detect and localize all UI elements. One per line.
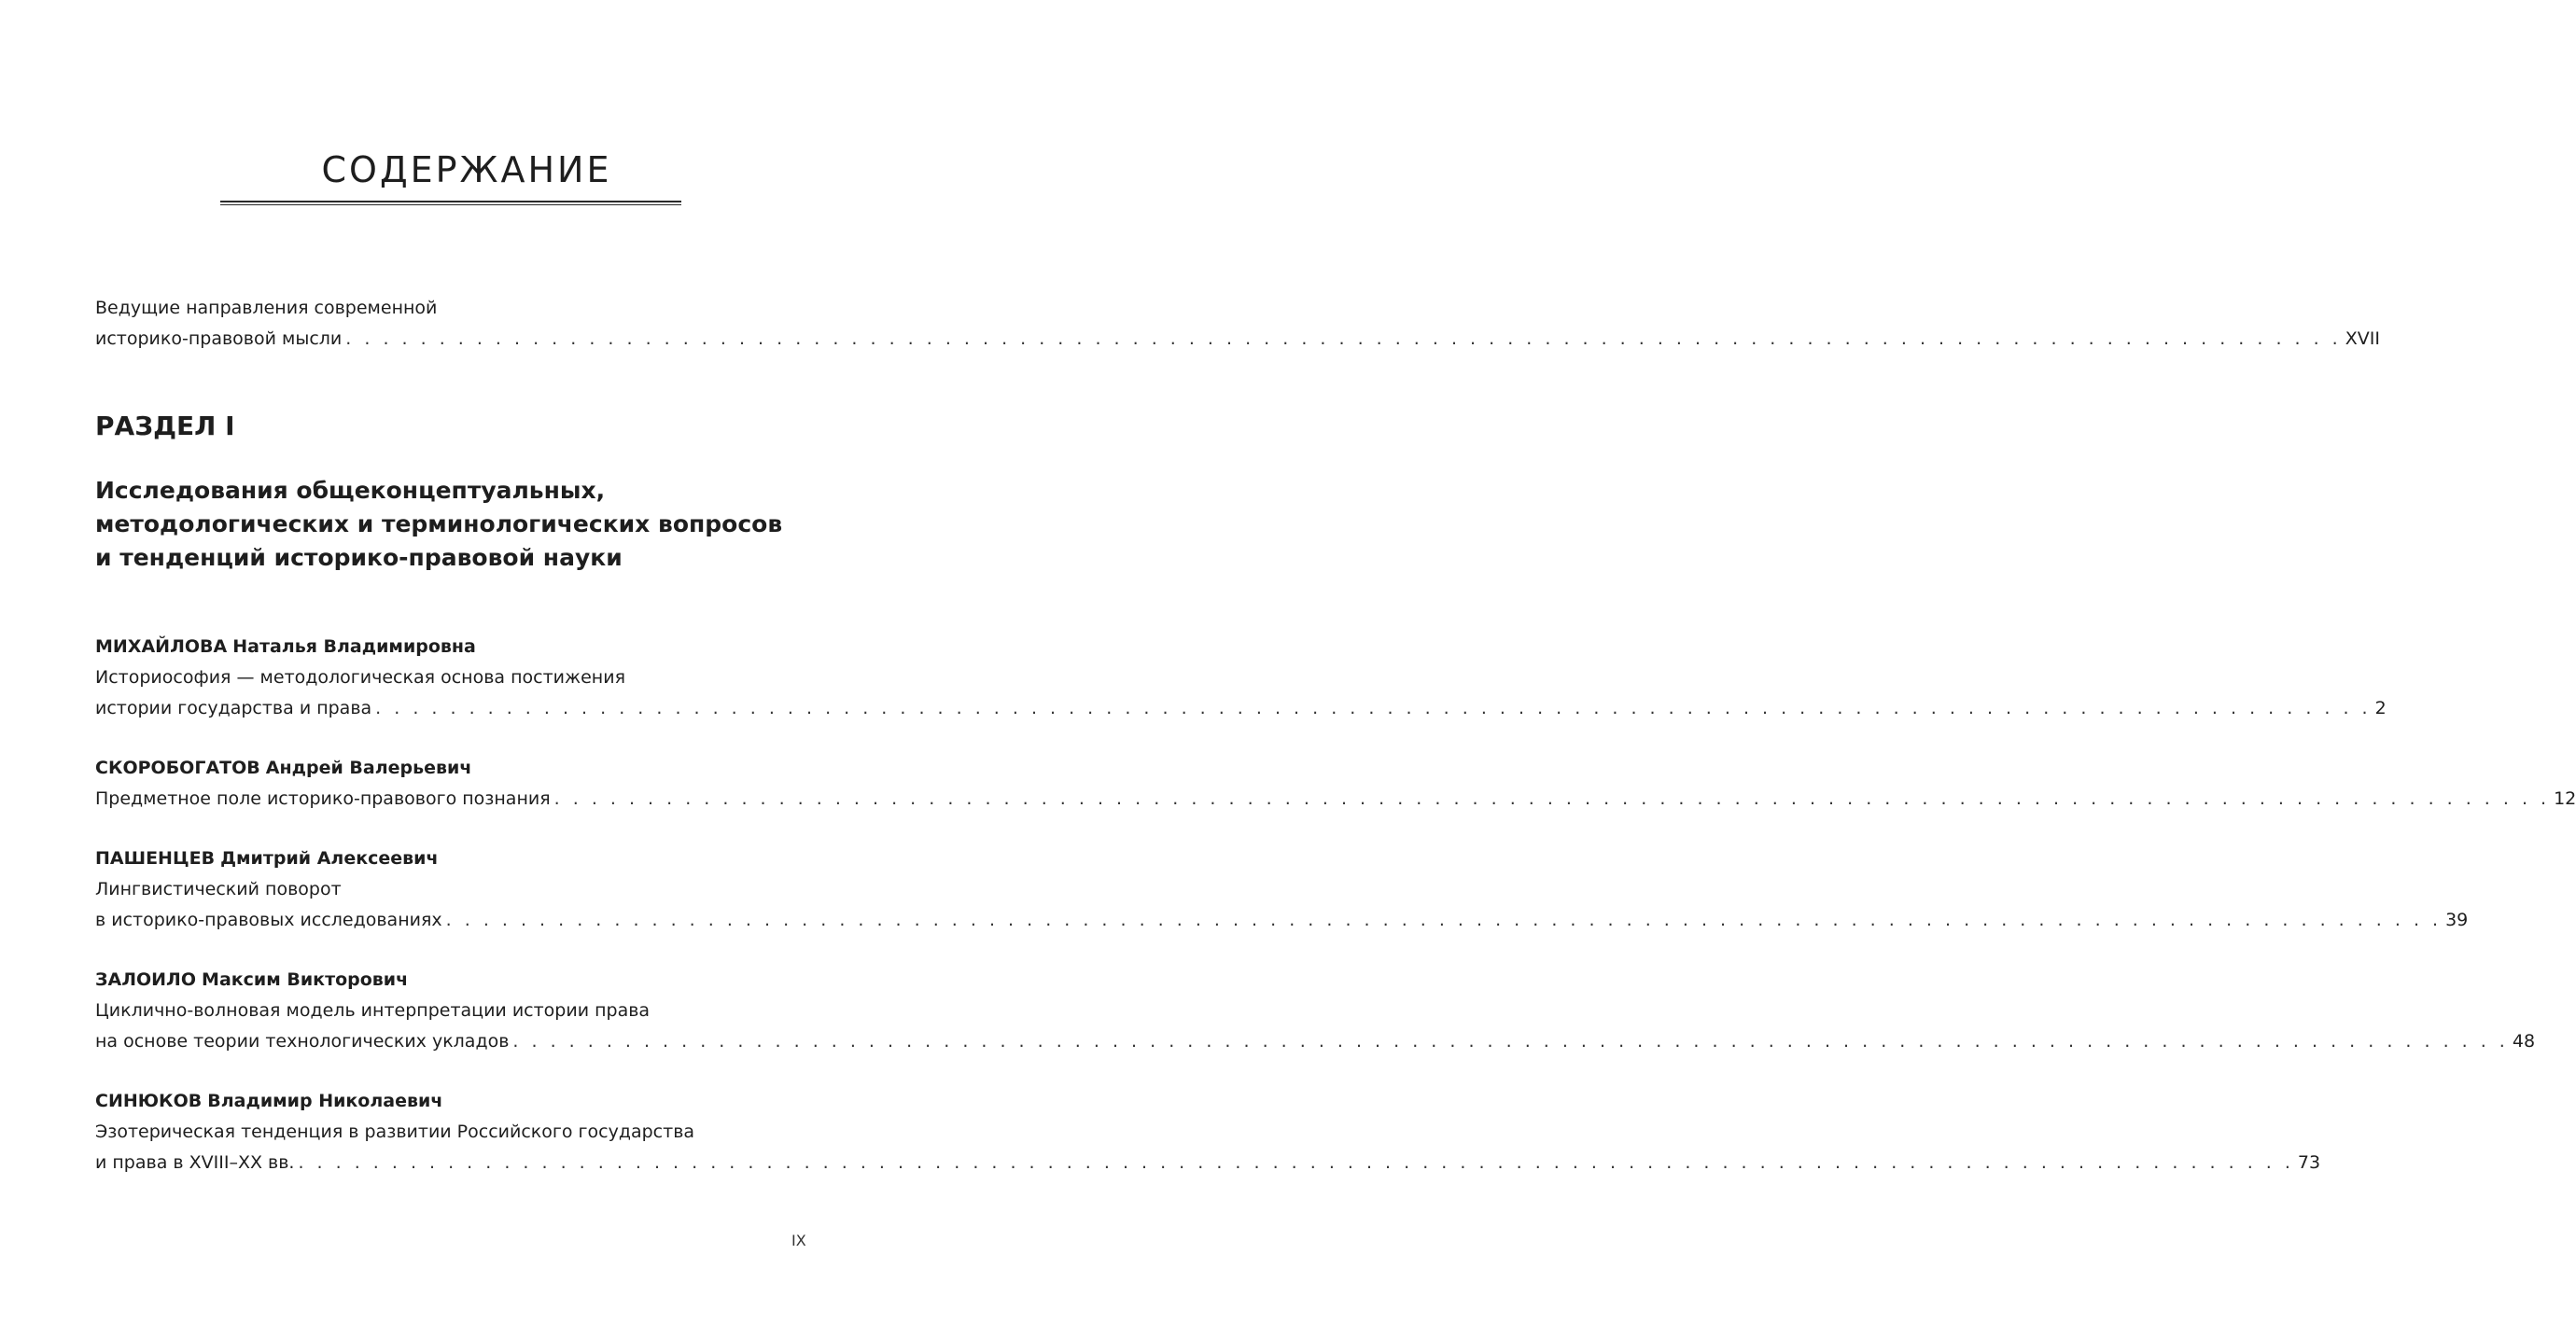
toc-entry-title-last-line: и права в XVIII–XX вв.: [95, 1152, 295, 1173]
toc-entry-leader-line: [95, 784, 2576, 815]
toc-entry[interactable]: [95, 1085, 2321, 1178]
author-given-name: Наталья Владимировна: [232, 636, 476, 657]
toc-page-number: 39: [2445, 910, 2469, 930]
toc-entry-title-last-line: историко-правовой мысли: [95, 328, 343, 349]
toc-entry[interactable]: [95, 631, 2387, 724]
toc-entry-title-last-line: на основе теории технологических укладов: [95, 1031, 510, 1052]
author-surname: ЗАЛОИЛО: [95, 969, 196, 990]
toc-entry-title-line: Лингвистический поворот: [95, 879, 342, 899]
toc-entry-title-line: Историософия — методологическая основа постижения: [95, 667, 625, 688]
author-surname: СКОРОБОГАТОВ: [95, 758, 260, 778]
toc-entries: [95, 631, 2576, 1206]
toc-page-number: 73: [2297, 1152, 2321, 1173]
dot-leader: . . . . . . . . . . . . . . . . . . . . . . . . . . . . . . . . . . . . . . . . . . . . . . . . . . . . . . . . . . . . . . . . . . . . . . . . . . . . . . . . . . . . . . . . . . . . . . . . . . . . . . . . . . .: [375, 698, 2372, 718]
toc-entry[interactable]: [95, 843, 2469, 936]
author-given-name: Владимир Николаевич: [207, 1091, 443, 1111]
toc-entry-intro[interactable]: [95, 293, 2380, 355]
toc-entry-leader-line: [95, 1026, 2536, 1057]
toc-entry-title-line: Ведущие направления современной: [95, 298, 438, 318]
toc-entry-title-last-line: истории государства и права: [95, 698, 372, 718]
section-label: РАЗДЕЛ I: [95, 411, 235, 441]
author-surname: СИНЮКОВ: [95, 1091, 203, 1111]
toc-entry-title-last-line: в историко-правовых исследованиях: [95, 910, 442, 930]
toc-author: [95, 843, 806, 874]
section-title-line: методологических и терминологических вопросов: [95, 510, 783, 537]
toc-page-number: 2: [2374, 698, 2387, 718]
toc-entry[interactable]: [95, 964, 2536, 1057]
folio-page-number: IX: [791, 1232, 806, 1249]
author-surname: МИХАЙЛОВА: [95, 636, 228, 657]
toc-page-number: XVII: [2345, 328, 2380, 349]
toc-entry-leader-line: [95, 693, 2387, 724]
toc-page-number: 12: [2554, 788, 2576, 809]
toc-entry[interactable]: [95, 752, 2576, 815]
toc-author: [95, 964, 806, 996]
author-given-name: Андрей Валерьевич: [265, 758, 472, 778]
title-underline: [220, 201, 681, 205]
section-title-line: и тенденций историко-правовой науки: [95, 544, 623, 571]
toc-entry-title-line: Циклично-волновая модель интерпретации истории права: [95, 1000, 651, 1021]
section-title-line: Исследования общеконцептуальных,: [95, 477, 606, 504]
author-surname: ПАШЕНЦЕВ: [95, 848, 216, 869]
toc-page-number: 48: [2512, 1031, 2536, 1052]
toc-author: [95, 752, 806, 784]
toc-author: [95, 1085, 806, 1117]
author-given-name: Максим Викторович: [202, 969, 409, 990]
toc-entry-title-last-line: Предметное поле историко-правового познания: [95, 788, 551, 809]
page-title: СОДЕРЖАНИЕ: [321, 149, 612, 190]
toc-entry-leader-line: [95, 905, 2469, 936]
dot-leader: . . . . . . . . . . . . . . . . . . . . . . . . . . . . . . . . . . . . . . . . . . . . . . . . . . . . . . . . . . . . . . . . . . . . . . . . . . . . . . . . . . . . . . . . . . . . . . . . . . . . . . . . . . .: [298, 1152, 2294, 1173]
dot-leader: . . . . . . . . . . . . . . . . . . . . . . . . . . . . . . . . . . . . . . . . . . . . . . . . . . . . . . . . . . . . . . . . . . . . . . . . . . . . . . . . . . . . . . . . . . . . . . . . . . . . . . . . . . .: [445, 910, 2443, 930]
dot-leader: . . . . . . . . . . . . . . . . . . . . . . . . . . . . . . . . . . . . . . . . . . . . . . . . . . . . . . . . . . . . . . . . . . . . . . . . . . . . . . . . . . . . . . . . . . . . . . . . . . . . . . . . . . .: [345, 328, 2342, 349]
section-title: [95, 474, 823, 575]
toc-entry-leader-line: [95, 1148, 2321, 1178]
dot-leader: . . . . . . . . . . . . . . . . . . . . . . . . . . . . . . . . . . . . . . . . . . . . . . . . . . . . . . . . . . . . . . . . . . . . . . . . . . . . . . . . . . . . . . . . . . . . . . . . . . . . . . . . . . .: [512, 1031, 2509, 1052]
toc-author: [95, 631, 806, 662]
dot-leader: . . . . . . . . . . . . . . . . . . . . . . . . . . . . . . . . . . . . . . . . . . . . . . . . . . . . . . . . . . . . . . . . . . . . . . . . . . . . . . . . . . . . . . . . . . . . . . . . . . . . . . . . . . .: [553, 788, 2551, 809]
toc-entry-title-line: Эзотерическая тенденция в развитии Российского государства: [95, 1122, 695, 1142]
toc-entry-leader-line: [95, 324, 2380, 355]
author-given-name: Дмитрий Алексеевич: [220, 848, 439, 869]
